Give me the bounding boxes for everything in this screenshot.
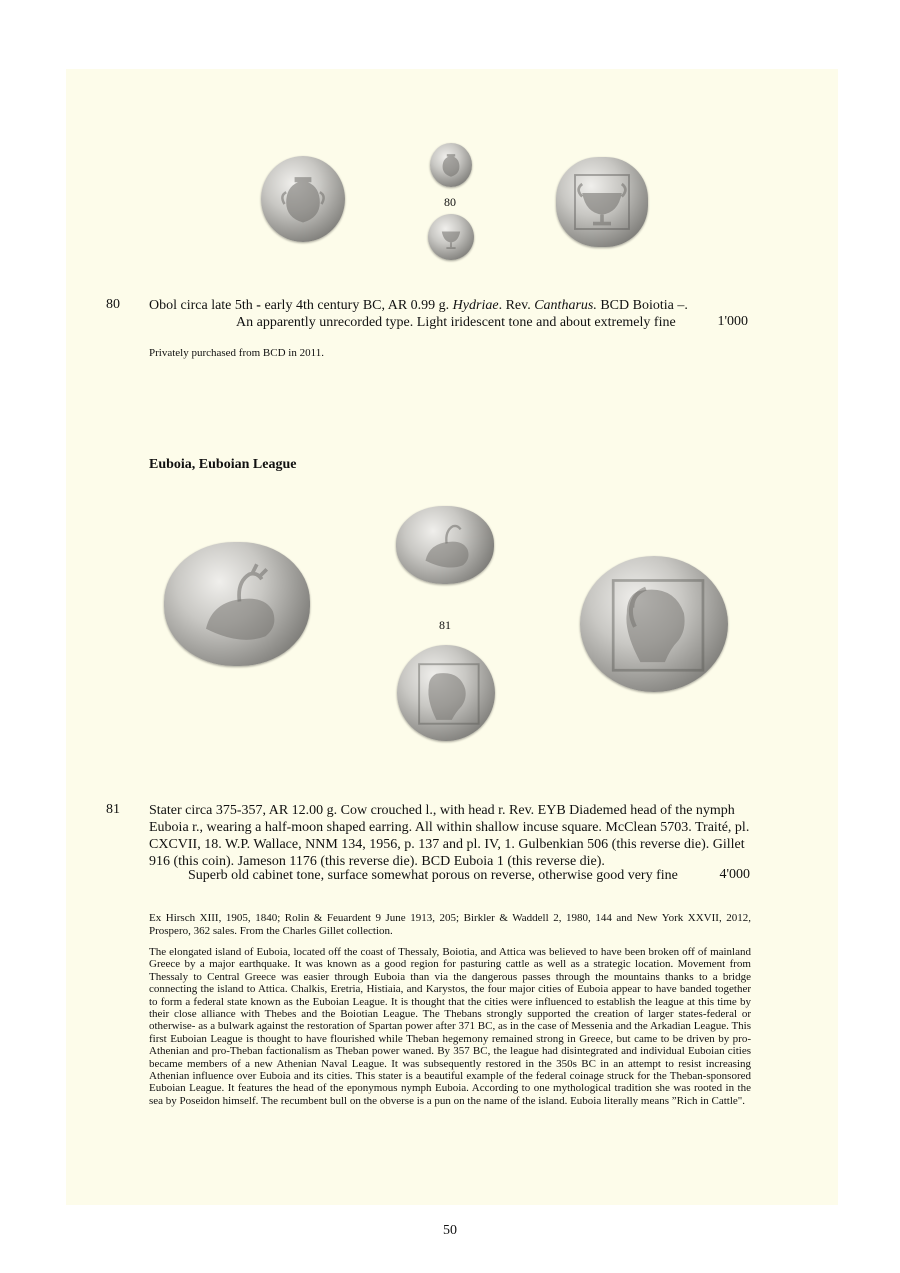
nymph-head-icon — [580, 556, 728, 692]
page-number: 50 — [443, 1223, 457, 1238]
lot81-grade: Superb old cabinet tone, surface somewhat porous on reverse, otherwise good very fine — [188, 868, 678, 883]
lot80-grade: An apparently unrecorded type. Light iridescent tone and about extremely fine — [236, 315, 676, 330]
lot80-reverse-type: Cantharus. — [534, 298, 597, 313]
lot81-description-line: 916 (this coin). Jameson 1176 (this reverse die). BCD Euboia 1 (this reverse die). — [149, 854, 605, 869]
lot81-reverse-small-image — [397, 645, 495, 741]
lot80-price: 1'000 — [717, 314, 748, 329]
lot80-desc-part-a: Obol circa late 5th — [149, 298, 257, 313]
lot80-obverse-large-image — [261, 156, 345, 242]
lot81-reverse-large-image — [580, 556, 728, 692]
cantharus-icon — [428, 214, 474, 260]
hydria-icon — [261, 156, 345, 242]
lot81-description — [149, 802, 751, 870]
lot80-desc-dash: - — [256, 298, 261, 313]
lot80-description-line1 — [149, 297, 769, 314]
section-heading: Euboia, Euboian League — [149, 457, 297, 472]
lot80-obverse-type: Hydriae — [452, 298, 499, 313]
lot81-obverse-small-image — [396, 506, 494, 584]
lot81-image-label: 81 — [439, 618, 451, 632]
lot81-historical-note: The elongated island of Euboia, located off the coast of Thessaly, Boiotia, and Attica was believed to have been broken off of mainland Greece by a major earthquake. It was known as a good region for pasturing cattle as well as a strategic location. Movement from Thessaly to Central Greece was easier through Euboia than via the dangerous passes through the mountains thanks to a bridge connecting the island to Attica. Chalkis, Eretria, Histiaia, and Karystos, the four major cities of Euboia appear to have banded together to form a federal state known as the Euboian League. It is thought that the cities were influenced to establish the league at this time by their close alliance with Thebes and the Boiotian League. The Thebans strongly supported the creation of larger states-federal or otherwise- as a bulwark against the restoration of Spartan power after 371 BC, as in the case of Messenia and the Arkadian League. This first Euboian League is thought to have flourished while Theban hegemony remained strong in Greece, but came to be driven by pro-Athenian and pro-Theban factionalism as Theban power waned. By 357 BC, the league had disintegrated and individual Euboian cities became members of a new Athenian Naval League. It was subsequently restored in the 350s BC in an attempt to resist increasing Athenian influence over Euboia and its cities. This stater is a beautiful example of the federal coinage struck for the Theban-sponsored Euboian League. It features the head of the eponymous nymph Euboia. According to one mythological tradition she was rooted in the sea by Poseidon himself. The recumbent bull on the obverse is a pun on the name of the island. Euboia literally means ”Rich in Cattle". — [149, 946, 751, 1107]
lot80-desc-part-b: early 4th century BC, AR 0.99 g. — [260, 298, 453, 313]
hydria-icon — [430, 143, 472, 187]
lot81-provenance: Ex Hirsch XIII, 1905, 1840; Rolin & Feuardent 9 June 1913, 205; Birkler & Waddell 2, 1980, 144 and New York XXVII, 2012, Prospero, 362 sales. From the Charles Gillet collection. — [149, 912, 751, 937]
cow-crouched-icon — [164, 542, 310, 666]
cantharus-icon — [556, 157, 648, 247]
cow-crouched-icon — [396, 506, 494, 584]
lot81-number: 81 — [106, 802, 120, 817]
lot81-description-line: Stater circa 375-357, AR 12.00 g. Cow crouched l., with head r. Rev. EYB Diademed head of the nymph — [149, 803, 735, 818]
lot81-price: 4'000 — [719, 867, 750, 882]
nymph-head-icon — [397, 645, 495, 741]
lot80-desc-part-d: BCD Boiotia –. — [596, 298, 688, 313]
lot80-reverse-large-image — [556, 157, 648, 247]
lot81-description-line: Euboia r., wearing a half-moon shaped earring. All within shallow incuse square. McClean 5703. Traité, pl. — [149, 820, 750, 835]
lot80-provenance: Privately purchased from BCD in 2011. — [149, 347, 324, 359]
lot81-description-line: CXCVII, 18. W.P. Wallace, NNM 134, 1956, p. 137 and pl. IV, 1. Gulbenkian 506 (this reverse die). Gillet — [149, 837, 745, 852]
lot80-reverse-small-image — [428, 214, 474, 260]
lot80-desc-part-c: . Rev. — [498, 298, 535, 313]
lot80-number: 80 — [106, 297, 120, 312]
lot81-obverse-large-image — [164, 542, 310, 666]
lot80-obverse-small-image — [430, 143, 472, 187]
lot80-image-label: 80 — [444, 195, 456, 209]
